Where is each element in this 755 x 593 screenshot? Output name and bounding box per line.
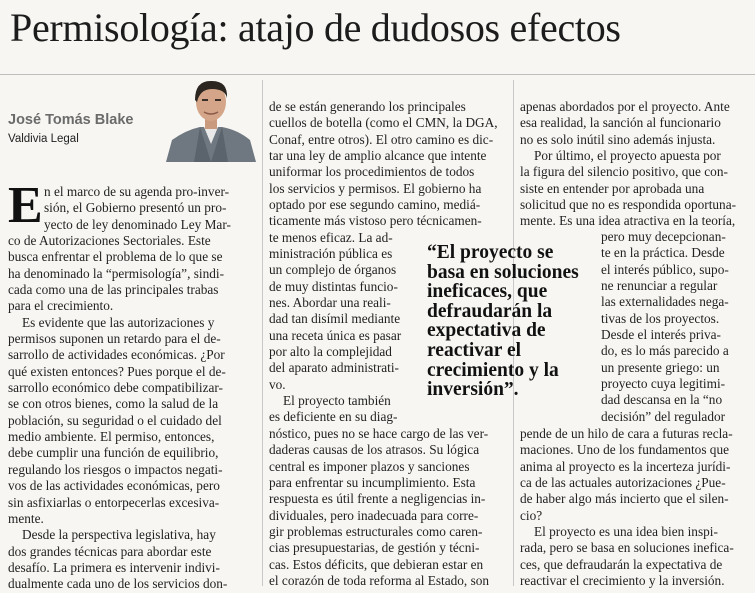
text-line: Por último, el proyecto apuesta por — [534, 148, 721, 164]
text-line: sión, el Gobierno presentó un pro- — [44, 200, 227, 216]
text-line: rada, pero se basa en soluciones inefica- — [520, 540, 734, 556]
column-2-top — [269, 99, 509, 246]
text-line: el corazón de toda reforma al Estado, son — [269, 573, 490, 589]
column-2-bottom — [269, 426, 509, 589]
text-line: una receta única es pasar — [269, 327, 402, 343]
text-line: uniformar los procedimientos de todos — [269, 164, 475, 180]
text-line: no es solo inútil sino además injusta. — [520, 131, 716, 147]
text-line: de haber algo más incierto que el silen- — [520, 491, 729, 507]
text-line: regulando los riesgos o impactos negati- — [8, 461, 223, 477]
text-line: Conaf, entre otros). El otro camino es dic- — [269, 131, 494, 147]
text-line: anima al proyecto es la incerteza jurídi- — [520, 458, 731, 474]
text-line: población, su seguridad o el cuidado del — [8, 412, 222, 428]
column-divider — [262, 80, 263, 586]
text-line: busca enfrentar el problema de lo que se — [8, 249, 223, 265]
text-line: los servicios y permisos. El gobierno ha — [269, 180, 482, 196]
text-line: reactivar el crecimiento y la inversión. — [520, 573, 725, 589]
text-line: ca de las actuales autorizaciones ¿Pue- — [520, 475, 726, 491]
text-line: tivas de los proyectos. — [601, 310, 720, 326]
text-line: El proyecto también — [283, 393, 391, 409]
column-1-body — [8, 233, 257, 593]
pull-quote-line: crecimiento y la — [427, 359, 559, 381]
text-line: cada como una de las principales trabas — [8, 282, 219, 298]
text-line: un presente griego: un — [601, 359, 720, 375]
text-line: nes. Abordar una reali- — [269, 295, 391, 311]
text-line: gir problemas estructurales como caren- — [269, 524, 483, 540]
text-line: El proyecto es una idea bien inspi- — [534, 524, 718, 540]
text-line: esa realidad, la sanción al funcionario — [520, 115, 721, 131]
text-line: yecto de ley denominado Ley Mar- — [44, 216, 231, 232]
text-line: ministración pública es — [269, 246, 393, 261]
text-line: te en la práctica. Desde — [601, 245, 725, 261]
column-1-dropcap-lines — [44, 184, 257, 233]
text-line: pende de un hilo de cara a futuras recla- — [520, 426, 733, 441]
text-line: sarrollo económico debe compatibilizar- — [8, 380, 223, 396]
text-line: nóstico, pues no se hace cargo de las ver- — [269, 426, 489, 441]
column-2-wrap — [269, 246, 419, 426]
text-line: dos grandes técnicas para abordar este — [8, 543, 212, 559]
text-line: apenas abordados por el proyecto. Ante — [520, 99, 730, 114]
text-line: cias presupuestarias, de gestión y técni- — [269, 540, 480, 556]
text-line: dividuales, pero inadecuada para corre- — [269, 507, 479, 523]
pull-quote-line: inversión”. — [427, 379, 519, 401]
column-3-bottom — [520, 426, 750, 589]
pull-quote-line: reactivar el — [427, 339, 522, 361]
text-line: te menos eficaz. La ad- — [269, 229, 393, 245]
text-line: daderas causas de los atrasos. Su lógica — [269, 442, 480, 458]
text-line: Desde la perspectiva legislativa, hay — [22, 527, 216, 543]
text-line: para enfrentar su incumplimiento. Esta — [269, 475, 476, 491]
text-line: permisos suponen un retardo para el de- — [8, 331, 221, 347]
text-line: sin asfixiarlas o entorpecerlas excesiva- — [8, 494, 220, 510]
author-name: José Tomás Blake — [8, 112, 134, 128]
text-line: mente. Es una idea atractiva en la teoría, — [520, 213, 736, 229]
text-line: tar una ley de amplio alcance que intente — [269, 148, 487, 164]
text-line: es deficiente en su diag- — [269, 409, 398, 425]
text-line: dualmente cada uno de los servicios don- — [8, 576, 228, 592]
text-line: cuellos de botella (como el CMN, la DGA, — [269, 115, 498, 131]
text-line: del aparato administrati- — [269, 360, 399, 376]
headline-divider — [0, 74, 755, 75]
author-photo — [164, 78, 258, 162]
pull-quote-line: “El proyecto se — [427, 242, 554, 263]
text-line: maciones. Uno de los fundamentos que — [520, 442, 730, 458]
text-line: decisión” del regulador — [601, 408, 726, 424]
text-line: solicitud que no es respondida oportuna- — [520, 197, 737, 213]
text-line: un complejo de órganos — [269, 262, 397, 278]
text-line: ticamente más vistoso pero técnicamen- — [269, 213, 482, 229]
headline: Permisología: atajo de dudosos efectos — [10, 5, 621, 50]
text-line: medio ambiente. El permiso, entonces, — [8, 429, 215, 445]
text-line: optado por ese segundo camino, mediá- — [269, 197, 481, 213]
text-line: do, es lo más parecido a — [601, 343, 729, 359]
text-line: debe cumplir una función de equilibrio, — [8, 445, 219, 461]
text-line: vo. — [269, 376, 286, 392]
text-line: Es evidente que las autorizaciones y — [22, 314, 215, 330]
text-line: el interés público, supo- — [601, 261, 729, 277]
text-line: cas. Estos déficits, que debieran estar en — [269, 556, 484, 572]
text-line: por alto la complejidad — [269, 344, 392, 360]
text-line: Desde el interés priva- — [601, 327, 721, 343]
text-line: de muy distintas funcio- — [269, 278, 398, 294]
text-line: vos de las actividades económicas, pero — [8, 478, 220, 494]
text-line: siste en entender por aprobada una — [520, 180, 705, 196]
text-line: qué existen entonces? Pues porque el de- — [8, 363, 226, 379]
pull-quote — [427, 243, 579, 400]
text-line: dad tan disímil mediante — [269, 311, 401, 327]
text-line: se con otros bienes, como la salud de la — [8, 396, 219, 412]
text-line: desafío. La primera es intervenir indivi- — [8, 559, 220, 575]
text-line: ces, que defraudarán la expectativa de — [520, 556, 723, 572]
text-line: sarrollo de actividades económicas. ¿Por — [8, 347, 225, 363]
text-line: de se están generando los principales — [269, 99, 466, 114]
text-line: ne renunciar a regular — [601, 278, 718, 294]
text-line: pero muy decepcionan- — [601, 229, 726, 244]
text-line: cio? — [520, 507, 543, 523]
text-line: respuesta es útil frente a negligencias in- — [269, 491, 486, 507]
pull-quote-line: ineficaces, que — [427, 281, 548, 303]
text-line: mente. — [8, 510, 44, 526]
pull-quote-line: expectativa de — [427, 320, 546, 342]
author-organization: Valdivia Legal — [8, 133, 79, 145]
text-line: central es imponer plazos y sanciones — [269, 458, 470, 474]
text-line: dad descansa en la “no — [601, 392, 723, 408]
text-line: n el marco de su agenda pro-inver- — [44, 184, 230, 199]
text-line: ha denominado la “permisología”, sindi- — [8, 265, 225, 281]
column-3-wrap — [601, 229, 750, 425]
text-line: para el crecimiento. — [8, 298, 114, 314]
drop-cap: E — [8, 177, 43, 234]
column-3-top — [520, 99, 750, 230]
text-line: la figura del silencio positivo, que con- — [520, 164, 728, 180]
text-line: co de Autorizaciones Sectoriales. Este — [8, 233, 211, 248]
text-line: proyecto cuya legitimi- — [601, 376, 726, 392]
text-line: las externalidades nega- — [601, 294, 729, 310]
pull-quote-line: basa en soluciones — [427, 261, 579, 283]
pull-quote-line: defraudarán la — [427, 300, 553, 322]
